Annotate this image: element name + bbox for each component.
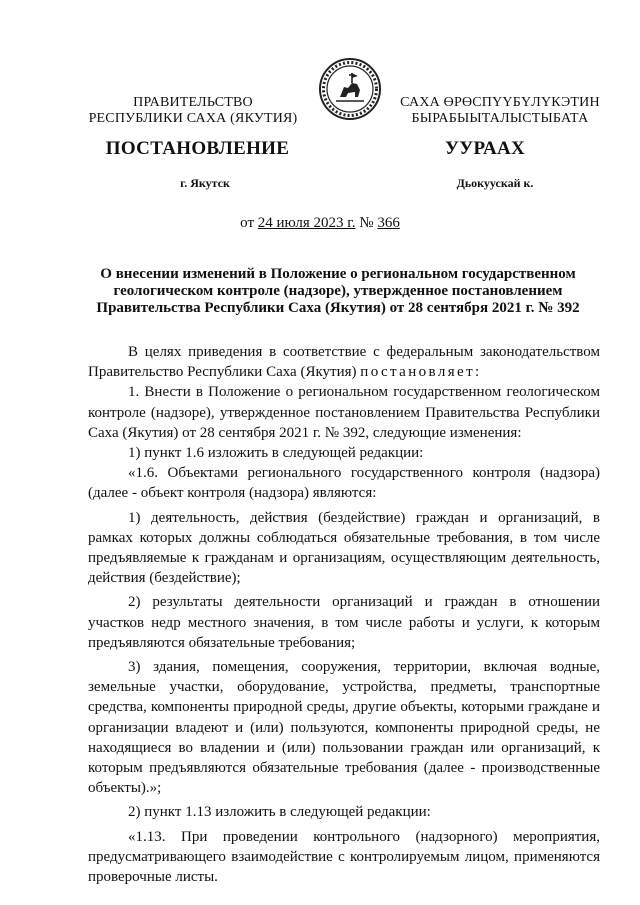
intro-text: В целях приведения в соответствие с федеральным законодательством Правительство Республики Саха (Якутия) — [88, 344, 600, 381]
number-sign: № — [355, 215, 378, 231]
city-name: г. Якутск — [180, 176, 230, 190]
resolves-word: постановляет: — [360, 364, 482, 381]
government-name-yakut-line1: САХА ӨРӨСПҮҮБҮЛҮКЭТИН — [400, 95, 600, 110]
document-body — [88, 342, 600, 887]
document-title-line2: геологическом контроле (надзоре), утвержденное постановлением — [113, 283, 563, 299]
paragraph-object-2: 2) результаты деятельности организаций и граждан в отношении участков недр местного значения, в том числе работы и услуги, к которым предъявляются обязательные требования; — [88, 594, 600, 651]
paragraph-object-1: 1) деятельность, действия (бездействие) граждан и организаций, в рамках которых должны соблюдаться обязательные требования, в том числе предъявляемые к гражданам и организациям, осуществляющим деятельность, действия (бездействие); — [88, 509, 600, 587]
paragraph-clause-1-6: «1.6. Объектами регионального государственного контроля (надзора) (далее - объект контроля (надзора) являются: — [88, 465, 600, 502]
document-number: 366 — [377, 215, 400, 231]
paragraph-sub-2: 2) пункт 1.13 изложить в следующей редакции: — [128, 804, 431, 821]
document-type-title: ПОСТАНОВЛЕНИЕ — [105, 138, 290, 159]
intro-paragraph — [88, 342, 600, 382]
government-name-yakut-line2: БЫРАБЫЫТАЛЫСТЫБАТА — [411, 111, 589, 126]
document-title-line3: Правительства Республики Саха (Якутия) от 28 сентября 2021 г. № 392 — [96, 300, 580, 316]
coat-of-arms-emblem — [318, 57, 382, 121]
document-title-line1: О внесении изменений в Положение о региональном государственном — [100, 266, 576, 282]
document-title — [88, 266, 588, 317]
city-name-yakut: Дьокуускай к. — [456, 176, 534, 190]
document-date: 24 июля 2023 г. — [257, 215, 356, 231]
government-name-yakut — [390, 95, 610, 127]
paragraph-sub-1: 1) пункт 1.6 изложить в следующей редакции: — [128, 445, 424, 462]
paragraph-object-3: 3) здания, помещения, сооружения, территории, включая водные, земельные участки, оборудование, устройства, предметы, транспортные средства, компоненты природной среды, другие объекты, которыми граждане и организации владеют и (или) пользуются, компоненты природной среды, не находящиеся во владении и (или) пользовании граждан или организаций, к которым предъявляются обязательные требования (далее - производственные объекты).»; — [88, 659, 600, 797]
paragraph-item-1: 1. Внести в Положение о региональном государственном геологическом контроле (надзоре), утвержденное постановлением Правительства Республики Саха (Якутия) от 28 сентября 2021 г. № 392, следующие изменения: — [88, 384, 600, 441]
document-type-title-yakut: УУРААХ — [444, 138, 526, 159]
date-prefix: от — [240, 215, 258, 231]
government-name-line1: ПРАВИТЕЛЬСТВО — [133, 95, 253, 110]
government-name-line2: РЕСПУБЛИКИ САХА (ЯКУТИЯ) — [88, 111, 298, 126]
paragraph-clause-1-13: «1.13. При проведении контрольного (надзорного) мероприятия, предусматривающего взаимодействие с контролируемым лицом, применяются проверочные листы. — [88, 828, 600, 886]
document-date-number — [0, 215, 640, 232]
government-name — [78, 95, 308, 127]
